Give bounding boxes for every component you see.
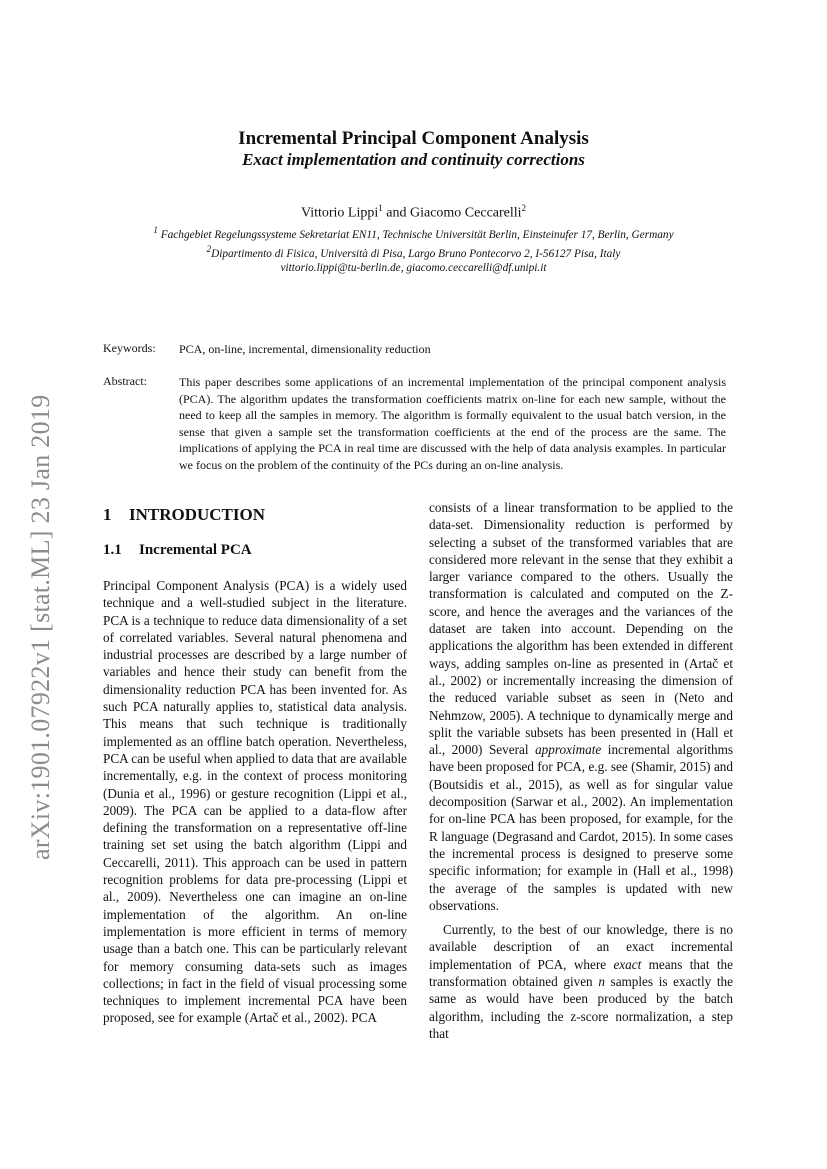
right-paragraph-2-c: samples is exactly the same as would have been produced by the batch algorithm, including the z-score normalization, a step that [429, 974, 733, 1041]
right-paragraph-1-text: consists of a linear transformation to be applied to the data-set. Dimensionality reduction is performed by selecting a subset of the transformed variables that are considered more relevant in the sense that they exhibit a larger variance compared to the others. Usually the transformation is calculated and computed on the Z-score, and hence the averages and the variances of the dataset are taken into account. Depending on the applications the algorithm has been extended in different ways, adding samples on-line as presented in (Artač et al., 2002) or incrementally increasing the dimension of the reduced variable subset as seen in (Neto and Nehmzow, 2005). A technique to dynamically merge and split the variable subsets has been presented in (Hall et al., 2000) Several [429, 500, 733, 758]
emphasis-approximate: approximate [535, 742, 602, 758]
emphasis-exact: exact [613, 956, 642, 972]
right-column [429, 499, 733, 1042]
keywords-label: Keywords: [103, 341, 156, 355]
paper-title: Incremental Principal Component Analysis [238, 128, 589, 149]
affiliation-2-text: Dipartimento di Fisica, Università di Pisa, Largo Bruno Pontecorvo 2, I-56127 Pisa, Italy [211, 247, 621, 260]
keywords-text: PCA, on-line, incremental, dimensionality reduction [179, 342, 431, 356]
affiliation-1-mark: 1 [153, 225, 158, 235]
abstract-text: This paper describes some applications of an incremental implementation of the principal component analysis (PCA). The algorithm updates the transformation coefficients matrix on-line for each new sample, without the need to keep all the samples in memory. The algorithm is formally equivalent to the usual batch version, in the sense that given a sample set the transformation coefficients at the end of the process are the same. The implications of applying the PCA in real time are discussed with the help of data analysis examples. In particular we focus on the problem of the continuity of the PCs during an on-line analysis. [179, 375, 726, 472]
affiliation-2-mark: 2 [206, 244, 212, 254]
right-paragraph-2-b: means that the transformation obtained given [429, 956, 734, 990]
right-paragraph-2-a: Currently, to the best of our knowledge, there is no available description of an exact incremental implementation of PCA, where [429, 922, 733, 972]
subsection-heading-incremental-pca [103, 542, 252, 559]
author-1: Vittorio Lippi [300, 205, 379, 221]
section-number: 1 [103, 505, 112, 524]
author-2-mark: 2 [521, 203, 527, 213]
paper-subtitle: Exact implementation and continuity corrections [242, 150, 585, 169]
left-column [103, 577, 407, 1027]
arxiv-stamp [22, 360, 58, 860]
left-paragraph: Principal Component Analysis (PCA) is a widely used technique and a well-studied subject in the literature. PCA is a technique to reduce data dimensionality of a set of correlated variables. Several natural phenomena and industrial processes are described by a large number of variables and hence their study can benefit from the dimensionality reduction PCA has been invented for. As such PCA naturally applies to, statistical data analysis. This means that such technique is traditionally implemented as an offline batch operation. Nevertheless, PCA can be useful when applied to data that are available incrementally, e.g. in the context of process monitoring (Dunia et al., 1996) or gesture recognition (Lippi et al., 2009). The PCA can be applied to a data-flow after defining the transformation on a representative off-line training set set using the batch algorithm (Lippi and Ceccarelli, 2011). This approach can be used in pattern recognition problems for data pre-processing (Lippi et al., 2009). Nevertheless one can imagine an on-line implementation of the algorithm. An on-line implementation is more efficient in terms of memory usage than a batch one. This can be particularly relevant for memory consuming data-sets such as images collections; in fact in the field of visual processing some techniques to implement incremental PCA have been proposed, see for example (Artač et al., 2002). PCA [103, 578, 407, 1026]
author-2: Giacomo Ceccarelli [409, 205, 522, 221]
author-emails: vittorio.lippi@tu-berlin.de, giacomo.ceccarelli@df.unipi.it [280, 262, 547, 274]
abstract-label: Abstract: [103, 374, 147, 388]
right-paragraph-1-rest: incremental algorithms have been proposed for PCA, e.g. see (Shamir, 2015) and (Boutsidis et al., 2015), as well as for singular value decomposition (Sarwar et al., 2002). An implementation for on-line PCA has been proposed, for example, for the R language (Degrasand and Cardot, 2015). In some cases the incremental process is designed to preserve some specific information; for example in (Hall et al., 1998) the average of the samples is updated with new observations. [429, 742, 733, 913]
emphasis-n: n [598, 974, 605, 990]
section-heading-introduction [103, 505, 265, 525]
author-1-mark: 1 [378, 203, 383, 213]
subsection-title: Incremental PCA [139, 542, 252, 558]
author-joiner: and [382, 205, 410, 221]
affiliation-2 [0, 244, 827, 260]
right-paragraph-1 [429, 499, 733, 914]
arxiv-stamp-text: arXiv:1901.07922v1 [stat.ML] 23 Jan 2019 [26, 394, 55, 860]
subsection-number: 1.1 [103, 542, 122, 558]
right-paragraph-2 [429, 921, 733, 1042]
section-title: INTRODUCTION [129, 505, 266, 524]
authors-line [0, 203, 827, 222]
affiliation-1 [0, 225, 827, 241]
affiliation-1-text: Fachgebiet Regelungssysteme Sekretariat EN11, Technische Universität Berlin, Einsteinufer 17, Berlin, Germany [157, 228, 674, 241]
